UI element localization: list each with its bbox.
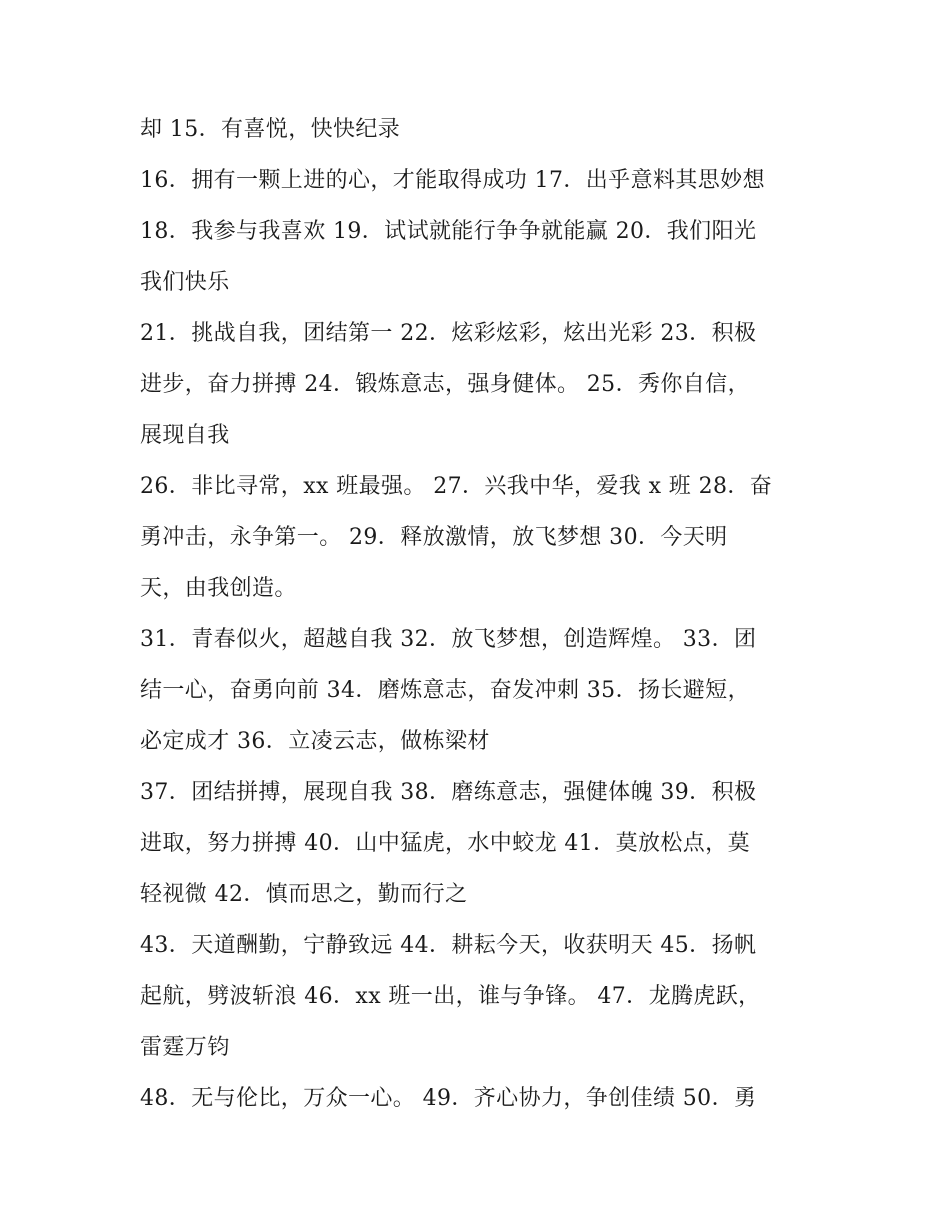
text-line: 却 15．有喜悦，快快纪录 [140, 117, 401, 142]
text-line: 48．无与伦比，万众一心。 49．齐心协力，争创佳绩 50．勇 [140, 1086, 757, 1111]
text-line: 进步，奋力拼搏 24．锻炼意志，强身健体。 25．秀你自信， [140, 372, 750, 397]
text-line: 43．天道酬勤，宁静致远 44．耕耘今天，收获明天 45．扬帆 [140, 933, 757, 958]
slogan-text-block [140, 104, 820, 1124]
text-line: 37．团结拼搏，展现自我 38．磨练意志，强健体魄 39．积极 [140, 780, 757, 805]
text-line: 16．拥有一颗上进的心，才能取得成功 17．出乎意料其思妙想 [140, 168, 765, 193]
text-line: 21．挑战自我，团结第一 22．炫彩炫彩，炫出光彩 23．积极 [140, 321, 757, 346]
text-line: 起航，劈波斩浪 46．xx 班一出，谁与争锋。 47．龙腾虎跃， [140, 984, 761, 1009]
text-line: 进取，努力拼搏 40．山中猛虎，水中蛟龙 41．莫放松点，莫 [140, 831, 750, 856]
text-line: 必定成才 36．立凌云志，做栋梁材 [140, 729, 490, 754]
text-line: 勇冲击，永争第一。 29．释放激情，放飞梦想 30．今天明 [140, 525, 728, 550]
text-line: 我们快乐 [140, 270, 230, 295]
text-line: 26．非比寻常，xx 班最强。 27．兴我中华，爱我 x 班 28．奋 [140, 474, 773, 499]
text-line: 结一心，奋勇向前 34．磨炼意志，奋发冲刺 35．扬长避短， [140, 678, 750, 703]
text-line: 18．我参与我喜欢 19．试试就能行争争就能赢 20．我们阳光 [140, 219, 757, 244]
text-line: 轻视微 42．慎而思之，勤而行之 [140, 882, 468, 907]
text-line: 雷霆万钧 [140, 1035, 230, 1060]
text-line: 展现自我 [140, 423, 230, 448]
text-line: 31．青春似火，超越自我 32．放飞梦想，创造辉煌。 33．团 [140, 627, 757, 652]
text-line: 天，由我创造。 [140, 576, 297, 601]
